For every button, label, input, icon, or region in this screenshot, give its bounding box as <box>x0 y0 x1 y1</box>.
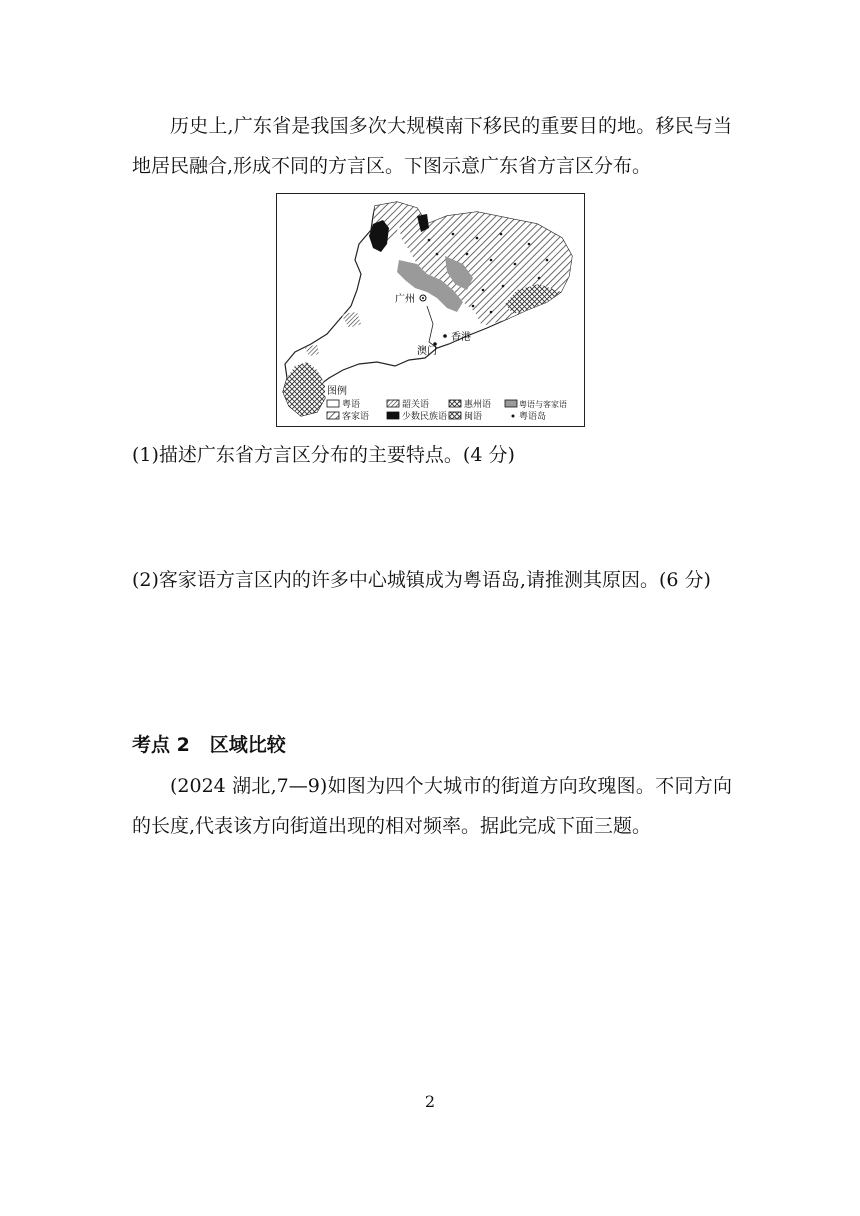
dialect-map-svg <box>277 194 584 426</box>
intro-paragraph: 历史上,广东省是我国多次大规模南下移民的重要目的地。移民与当地居民融合,形成不同的方言区。下图示意广东省方言区分布。 <box>132 115 732 177</box>
guangzhou-dot <box>422 297 424 299</box>
section-number: 考点 2 <box>132 734 190 756</box>
legend-swatch-minority <box>387 412 399 419</box>
label-hongkong: 香港 <box>451 332 471 343</box>
label-macao: 澳门 <box>417 346 437 357</box>
legend-swatch-min <box>449 412 461 419</box>
hongkong-marker <box>443 334 447 338</box>
section-heading <box>132 730 286 757</box>
legend-label-hakka: 客家语 <box>342 412 370 422</box>
page-number: 2 <box>424 1092 436 1111</box>
legend-swatch-cantonese <box>327 400 339 407</box>
legend-label-minority: 少数民族语 <box>402 412 448 422</box>
legend <box>327 384 567 422</box>
section-title: 区域比较 <box>209 734 286 756</box>
legend-swatch-island <box>512 415 515 418</box>
question-1: (1)描述广东省方言区分布的主要特点。(4 分) <box>132 444 515 466</box>
legend-swatch-hakka <box>327 412 339 419</box>
legend-label-min: 闽语 <box>464 412 483 422</box>
legend-title: 图例 <box>327 386 347 397</box>
legend-label-island: 粤语岛 <box>519 412 547 422</box>
legend-label-cantonese: 粤语 <box>342 400 361 410</box>
dialect-map <box>276 193 585 427</box>
problem-paragraph: (2024 湖北,7—9)如图为四个大城市的街道方向玫瑰图。不同方向的长度,代表该方向街道出现的相对频率。据此完成下面三题。 <box>132 775 732 837</box>
legend-label-huizhou: 惠州语 <box>464 400 492 410</box>
legend-label-shaoguan: 韶关语 <box>402 400 430 410</box>
legend-swatch-shaoguan <box>387 400 399 407</box>
question-2: (2)客家语方言区内的许多中心城镇成为粤语岛,请推测其原因。(6 分) <box>132 569 711 591</box>
legend-swatch-mixed <box>505 400 517 407</box>
legend-swatch-huizhou <box>449 400 461 407</box>
legend-label-mixed: 粤语与客家语 <box>519 400 567 409</box>
label-guangzhou: 广州 <box>395 294 415 305</box>
